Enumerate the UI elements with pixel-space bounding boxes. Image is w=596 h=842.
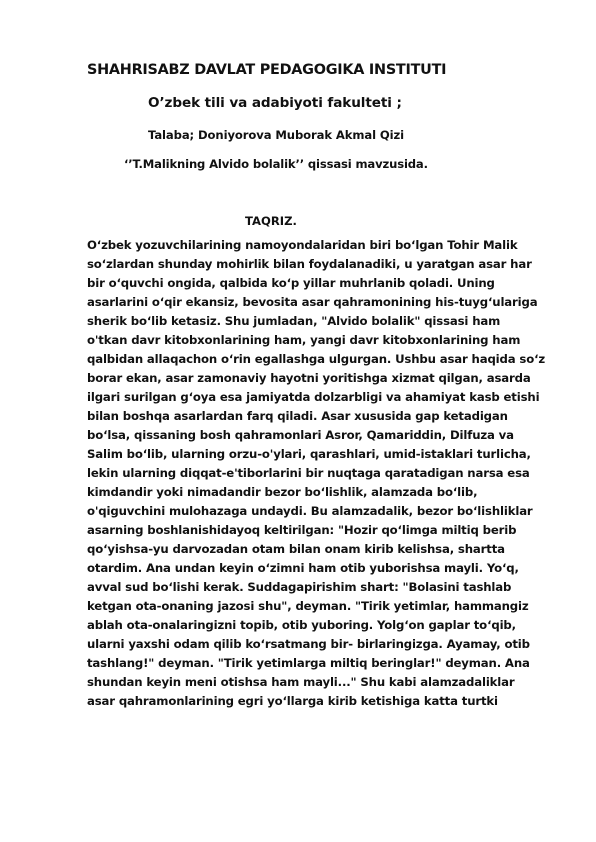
student-name: Talaba; Doniyorova Muborak Akmal Qizi <box>148 128 405 142</box>
review-line: shundan keyin meni otishsa ham mayli..." Shu kabi alamzadaliklar <box>87 675 515 689</box>
review-line: avval sud bo‘lishi kerak. Suddagapirishim shart: "Bolasini tashlab <box>87 580 512 594</box>
review-line: bilan boshqa asarlardan farq qiladi. Asar xususida gap ketadigan <box>87 409 508 423</box>
review-line: o'tkan davr kitobxonlarining ham, yangi davr kitobxonlarining ham <box>87 333 521 347</box>
review-line: ilgari surilgan g‘oya esa jamiyatda dolzarbligi va ahamiyat kasb etishi <box>87 390 540 404</box>
review-line: O‘zbek yozuvchilarining namoyondalaridan biri bo‘lgan Tohir Malik <box>87 238 518 252</box>
review-line: ketgan ota-onaning jazosi shu", deyman. "Tirik yetimlar, hammangiz <box>87 599 529 613</box>
review-line: otardim. Ana undan keyin o‘zimni ham otib yuborishsa mayli. Yo‘q, <box>87 561 519 575</box>
review-line: qo‘yishsa-yu darvozadan otam bilan onam kirib kelishsa, shartta <box>87 542 505 556</box>
topic-line: ‘’T.Malikning Alvido bolalik’’ qissasi mavzusida. <box>124 157 428 171</box>
review-line: ularni yaxshi odam qilib ko‘rsatmang bir- birlaringizga. Ayamay, otib <box>87 637 530 651</box>
review-line: bir o‘quvchi ongida, qalbida ko‘p yillar muhrlanib qoladi. Uning <box>87 276 495 290</box>
review-line: lekin ularning diqqat-e'tiborlarini bir nuqtaga qaratadigan narsa esa <box>87 466 530 480</box>
faculty-name: O’zbek tili va adabiyoti fakulteti ; <box>148 95 402 111</box>
review-line: kimdandir yoki nimadandir bezor bo‘lishlik, alamzada bo‘lib, <box>87 485 478 499</box>
institute-name: SHAHRISABZ DAVLAT PEDAGOGIKA INSTITUTI <box>87 62 447 78</box>
review-line: asarning boshlanishidayoq keltirilgan: "Hozir qo‘limga miltiq berib <box>87 523 517 537</box>
review-line: sherik bo‘lib ketasiz. Shu jumladan, "Alvido bolalik" qissasi ham <box>87 314 501 328</box>
review-line: borar ekan, asar zamonaviy hayotni yoritishga xizmat qilgan, asarda <box>87 371 531 385</box>
review-line: qalbidan allaqachon o‘rin egallashga ulgurgan. Ushbu asar haqida so‘z <box>87 352 546 366</box>
review-line: ablah ota-onalaringizni topib, otib yuboring. Yolg‘on gaplar to‘qib, <box>87 618 516 632</box>
review-line: o'qiguvchini mulohazaga undaydi. Bu alamzadalik, bezor bo‘lishliklar <box>87 504 533 518</box>
review-line: bo‘lsa, qissaning bosh qahramonlari Asror, Qamariddin, Dilfuza va <box>87 428 514 442</box>
review-line: so‘zlardan shunday mohirlik bilan foydalanadiki, u yaratgan asar har <box>87 257 532 271</box>
review-line: asarlarini o‘qir ekansiz, bevosita asar qahramonining his-tuyg‘ulariga <box>87 295 538 309</box>
review-title: TAQRIZ. <box>245 214 297 228</box>
review-body <box>87 236 546 711</box>
review-line: Salim bo‘lib, ularning orzu-o'ylari, qarashlari, umid-istaklari turlicha, <box>87 447 531 461</box>
review-line: tashlang!" deyman. "Tirik yetimlarga miltiq beringlar!" deyman. Ana <box>87 656 530 670</box>
review-line: asar qahramonlarining egri yo‘llarga kirib ketishiga katta turtki <box>87 694 498 708</box>
